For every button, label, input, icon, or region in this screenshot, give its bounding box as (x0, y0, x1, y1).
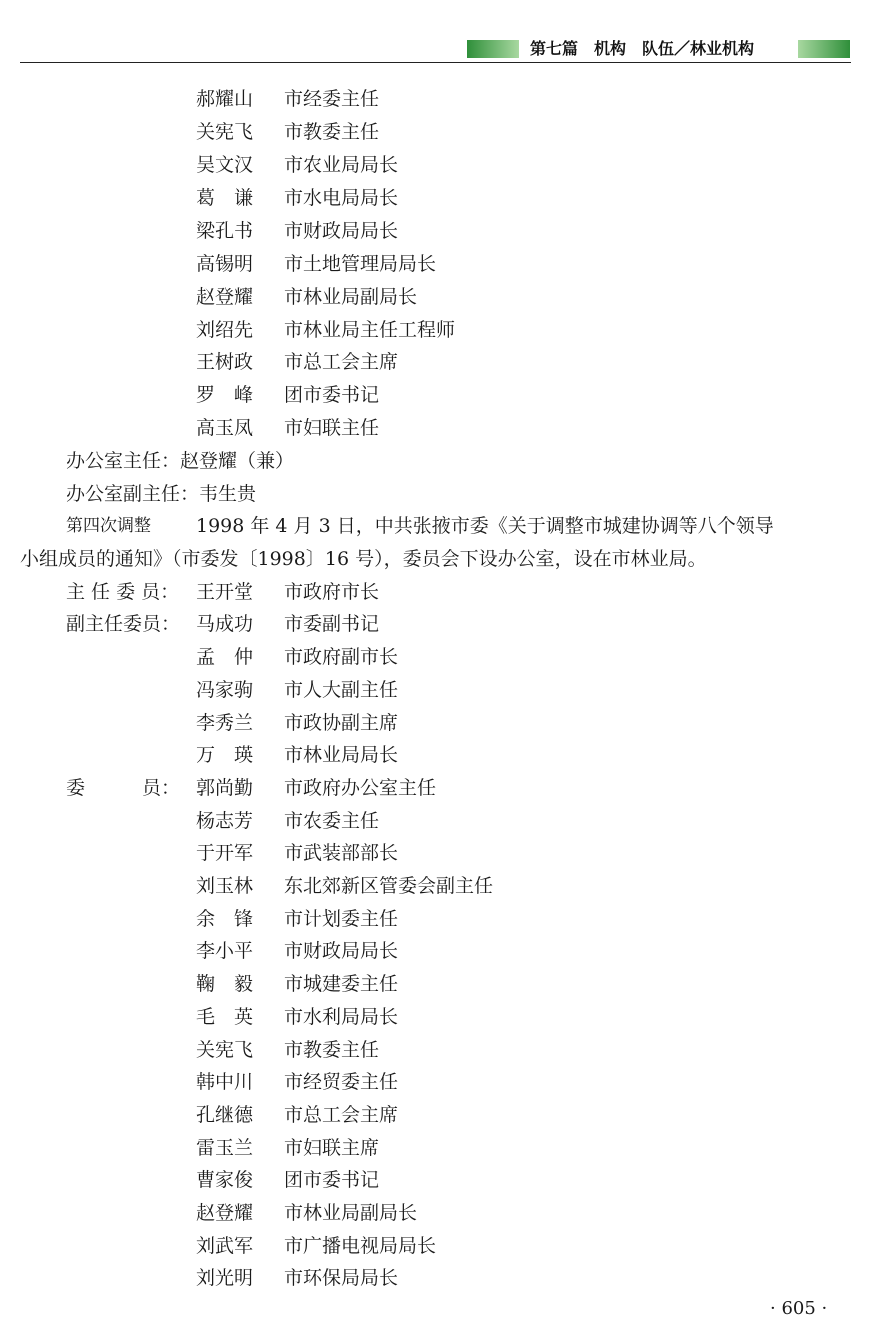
list-item (0, 740, 871, 770)
member-name: 王开堂 (196, 581, 254, 603)
member-title: 市政府市长 (284, 581, 380, 603)
member-title: 市武装部部长 (284, 842, 399, 864)
list-item (0, 773, 871, 803)
list-item (0, 871, 871, 901)
header-accent-bar-left (467, 40, 519, 58)
member-name: 刘绍先 (196, 319, 254, 341)
member-title: 市教委主任 (284, 121, 380, 143)
member-title: 市政府办公室主任 (284, 777, 437, 799)
member-name: 赵登耀 (196, 1202, 254, 1224)
member-title: 市政府副市长 (284, 646, 399, 668)
list-item (0, 708, 871, 738)
header-title: 第七篇 机构 队伍／林业机构 (530, 39, 755, 58)
adjustment-heading: 第四次调整 (66, 516, 151, 536)
list-item (0, 838, 871, 868)
member-name: 冯家驹 (196, 679, 254, 701)
list-item (0, 1165, 871, 1195)
member-name: 高锡明 (196, 253, 254, 275)
list-item (0, 117, 871, 147)
member-title: 市委副书记 (284, 613, 380, 635)
list-item (0, 413, 871, 443)
member-title: 市人大副主任 (284, 679, 399, 701)
list-item (0, 315, 871, 345)
member-title: 市政协副主席 (284, 712, 399, 734)
list-item (0, 282, 871, 312)
header-rule (20, 62, 851, 63)
member-name: 李小平 (196, 940, 254, 962)
list-item (0, 609, 871, 639)
member-title: 市经委主任 (284, 88, 380, 110)
member-title: 市广播电视局局长 (284, 1235, 437, 1257)
member-title: 市计划委主任 (284, 908, 399, 930)
member-title: 市妇联主任 (284, 417, 380, 439)
list-item (0, 1067, 871, 1097)
member-name: 万 瑛 (196, 744, 254, 766)
member-name: 梁孔书 (196, 220, 254, 242)
member-label: 委 员： (66, 777, 181, 799)
list-item (0, 936, 871, 966)
member-title: 市水电局局长 (284, 187, 399, 209)
member-title: 市林业局副局长 (284, 286, 418, 308)
member-name: 于开军 (196, 842, 254, 864)
office-deputy: 办公室副主任：韦生贵 (66, 483, 257, 505)
member-title: 市城建委主任 (284, 973, 399, 995)
member-name: 韩中川 (196, 1071, 254, 1093)
member-title: 市财政局局长 (284, 220, 399, 242)
member-title: 市总工会主席 (284, 351, 399, 373)
office-director: 办公室主任：赵登耀（兼） (66, 450, 295, 472)
list-item (0, 249, 871, 279)
list-item (0, 183, 871, 213)
director-row (0, 577, 871, 607)
member-title: 东北郊新区管委会副主任 (284, 875, 494, 897)
member-title: 市经贸委主任 (284, 1071, 399, 1093)
member-title: 市农业局局长 (284, 154, 399, 176)
member-name: 葛 谦 (196, 187, 254, 209)
list-item (0, 1035, 871, 1065)
member-name: 吴文汉 (196, 154, 254, 176)
adjustment-text-line2: 小组成员的通知》（市委发〔1998〕16 号），委员会下设办公室，设在市林业局。 (20, 548, 707, 570)
member-name: 马成功 (196, 613, 254, 635)
list-item (0, 969, 871, 999)
adjustment-text-line1: 1998 年 4 月 3 日，中共张掖市委《关于调整市城建协调等八个领导 (196, 515, 774, 537)
list-item (0, 216, 871, 246)
member-title: 市教委主任 (284, 1039, 380, 1061)
member-title: 市林业局副局长 (284, 1202, 418, 1224)
member-name: 关宪飞 (196, 121, 254, 143)
list-item (0, 675, 871, 705)
member-name: 郝耀山 (196, 88, 254, 110)
header-accent-bar-right (798, 40, 850, 58)
member-name: 赵登耀 (196, 286, 254, 308)
member-title: 市林业局主任工程师 (284, 319, 456, 341)
member-name: 李秀兰 (196, 712, 254, 734)
member-name: 鞠 毅 (196, 973, 254, 995)
list-item (0, 1231, 871, 1261)
member-title: 市水利局局长 (284, 1006, 399, 1028)
deputy-label: 副主任委员： (66, 613, 181, 635)
member-name: 高玉凤 (196, 417, 254, 439)
member-name: 孔继德 (196, 1104, 254, 1126)
list-item (0, 642, 871, 672)
director-label: 主 任 委 员： (66, 581, 180, 603)
member-title: 市妇联主席 (284, 1137, 380, 1159)
member-name: 刘玉林 (196, 875, 254, 897)
list-item (0, 84, 871, 114)
member-name: 余 锋 (196, 908, 254, 930)
member-name: 毛 英 (196, 1006, 254, 1028)
member-title: 市林业局局长 (284, 744, 399, 766)
member-name: 刘武军 (196, 1235, 254, 1257)
member-title: 团市委书记 (284, 384, 380, 406)
list-item (0, 1133, 871, 1163)
list-item (0, 1002, 871, 1032)
member-name: 雷玉兰 (196, 1137, 254, 1159)
member-name: 关宪飞 (196, 1039, 254, 1061)
list-item (0, 1198, 871, 1228)
member-title: 市总工会主席 (284, 1104, 399, 1126)
page-number: · 605 · (770, 1298, 828, 1319)
list-item (0, 150, 871, 180)
list-item (0, 1263, 871, 1293)
member-title: 团市委书记 (284, 1169, 380, 1191)
member-title: 市土地管理局局长 (284, 253, 437, 275)
member-title: 市环保局局长 (284, 1267, 399, 1289)
member-title: 市财政局局长 (284, 940, 399, 962)
member-name: 王树政 (196, 351, 254, 373)
member-name: 曹家俊 (196, 1169, 254, 1191)
list-item (0, 347, 871, 377)
member-name: 郭尚勤 (196, 777, 254, 799)
list-item (0, 1100, 871, 1130)
member-title: 市农委主任 (284, 810, 380, 832)
list-item (0, 806, 871, 836)
list-item (0, 380, 871, 410)
list-item (0, 904, 871, 934)
member-name: 杨志芳 (196, 810, 254, 832)
member-name: 罗 峰 (196, 384, 254, 406)
member-name: 孟 仲 (196, 646, 254, 668)
member-name: 刘光明 (196, 1267, 254, 1289)
running-header (20, 38, 850, 60)
